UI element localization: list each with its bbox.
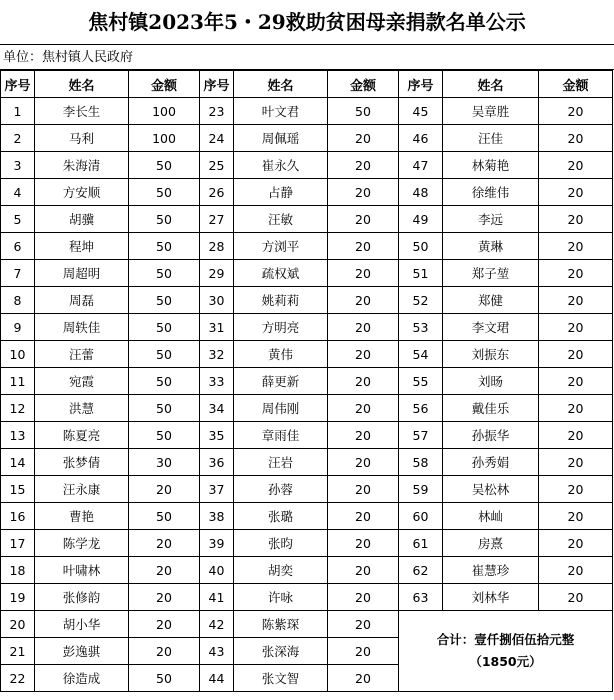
seq-cell: 37: [200, 476, 234, 503]
name-cell: 李文珺: [443, 314, 539, 341]
table-row: [1, 530, 613, 557]
name-cell: 张修韵: [35, 584, 129, 611]
name-cell: 郑子堃: [443, 260, 539, 287]
amount-cell: 20: [129, 611, 200, 638]
seq-cell: 19: [1, 584, 35, 611]
amount-cell: 20: [539, 125, 613, 152]
header-name: 姓名: [443, 71, 539, 98]
seq-cell: 63: [399, 584, 443, 611]
total-amount-number: （1850元）: [469, 654, 542, 669]
seq-cell: 62: [399, 557, 443, 584]
table-row: [1, 611, 613, 638]
seq-cell: 15: [1, 476, 35, 503]
header-seq: 序号: [1, 71, 35, 98]
amount-cell: 20: [539, 206, 613, 233]
seq-cell: 53: [399, 314, 443, 341]
amount-cell: 20: [328, 287, 399, 314]
amount-cell: 20: [539, 530, 613, 557]
amount-cell: 20: [129, 530, 200, 557]
name-cell: 疏权斌: [234, 260, 328, 287]
seq-cell: 50: [399, 233, 443, 260]
amount-cell: 20: [328, 314, 399, 341]
table-row: [1, 584, 613, 611]
amount-cell: 20: [129, 557, 200, 584]
name-cell: 陈学龙: [35, 530, 129, 557]
name-cell: 李长生: [35, 98, 129, 125]
table-row: [1, 179, 613, 206]
name-cell: 汪佳: [443, 125, 539, 152]
name-cell: 章雨佳: [234, 422, 328, 449]
header-row: [1, 71, 613, 98]
table-row: [1, 476, 613, 503]
amount-cell: 100: [129, 125, 200, 152]
seq-cell: 4: [1, 179, 35, 206]
header-amount: 金额: [539, 71, 613, 98]
amount-cell: 50: [129, 395, 200, 422]
table-row: [1, 206, 613, 233]
seq-cell: 17: [1, 530, 35, 557]
table-row: [1, 98, 613, 125]
name-cell: 张昀: [234, 530, 328, 557]
amount-cell: 20: [328, 233, 399, 260]
amount-cell: 20: [539, 476, 613, 503]
seq-cell: 56: [399, 395, 443, 422]
amount-cell: 50: [129, 179, 200, 206]
seq-cell: 26: [200, 179, 234, 206]
seq-cell: 55: [399, 368, 443, 395]
name-cell: 汪蕾: [35, 341, 129, 368]
seq-cell: 58: [399, 449, 443, 476]
total-summary: [399, 611, 613, 692]
seq-cell: 30: [200, 287, 234, 314]
amount-cell: 50: [129, 314, 200, 341]
amount-cell: 20: [328, 152, 399, 179]
seq-cell: 1: [1, 98, 35, 125]
seq-cell: 61: [399, 530, 443, 557]
seq-cell: 13: [1, 422, 35, 449]
seq-cell: 23: [200, 98, 234, 125]
seq-cell: 46: [399, 125, 443, 152]
seq-cell: 39: [200, 530, 234, 557]
amount-cell: 20: [328, 530, 399, 557]
amount-cell: 20: [328, 422, 399, 449]
name-cell: 胡骥: [35, 206, 129, 233]
amount-cell: 20: [539, 314, 613, 341]
name-cell: 吴章胜: [443, 98, 539, 125]
seq-cell: 9: [1, 314, 35, 341]
amount-cell: 20: [129, 476, 200, 503]
seq-cell: 10: [1, 341, 35, 368]
seq-cell: 28: [200, 233, 234, 260]
amount-cell: 50: [129, 341, 200, 368]
seq-cell: 40: [200, 557, 234, 584]
amount-cell: 20: [539, 449, 613, 476]
amount-cell: 20: [539, 152, 613, 179]
amount-cell: 20: [328, 638, 399, 665]
seq-cell: 8: [1, 287, 35, 314]
name-cell: 周轶佳: [35, 314, 129, 341]
amount-cell: 50: [129, 260, 200, 287]
seq-cell: 41: [200, 584, 234, 611]
name-cell: 叶啸林: [35, 557, 129, 584]
seq-cell: 12: [1, 395, 35, 422]
seq-cell: 22: [1, 665, 35, 692]
amount-cell: 50: [129, 368, 200, 395]
amount-cell: 50: [129, 503, 200, 530]
name-cell: 林菊艳: [443, 152, 539, 179]
name-cell: 周超明: [35, 260, 129, 287]
name-cell: 周伟刚: [234, 395, 328, 422]
seq-cell: 18: [1, 557, 35, 584]
amount-cell: 20: [539, 503, 613, 530]
seq-cell: 14: [1, 449, 35, 476]
amount-cell: 20: [328, 503, 399, 530]
name-cell: 程坤: [35, 233, 129, 260]
name-cell: 刘林华: [443, 584, 539, 611]
seq-cell: 51: [399, 260, 443, 287]
seq-cell: 20: [1, 611, 35, 638]
seq-cell: 52: [399, 287, 443, 314]
header-amount: 金额: [328, 71, 399, 98]
name-cell: 胡小华: [35, 611, 129, 638]
amount-cell: 50: [129, 152, 200, 179]
amount-cell: 20: [328, 611, 399, 638]
table-row: [1, 287, 613, 314]
total-amount-words: 合计：壹仟捌佰伍拾元整: [436, 632, 575, 647]
name-cell: 姚莉莉: [234, 287, 328, 314]
amount-cell: 20: [328, 395, 399, 422]
name-cell: 方浏平: [234, 233, 328, 260]
header-amount: 金额: [129, 71, 200, 98]
table-row: [1, 449, 613, 476]
amount-cell: 20: [129, 584, 200, 611]
name-cell: 汪永康: [35, 476, 129, 503]
header-seq: 序号: [200, 71, 234, 98]
name-cell: 薛更新: [234, 368, 328, 395]
seq-cell: 2: [1, 125, 35, 152]
seq-cell: 42: [200, 611, 234, 638]
name-cell: 方安顺: [35, 179, 129, 206]
table-row: [1, 233, 613, 260]
name-cell: 洪慧: [35, 395, 129, 422]
amount-cell: 20: [328, 206, 399, 233]
seq-cell: 48: [399, 179, 443, 206]
seq-cell: 57: [399, 422, 443, 449]
amount-cell: 20: [328, 449, 399, 476]
amount-cell: 20: [539, 233, 613, 260]
amount-cell: 20: [539, 341, 613, 368]
table-row: [1, 422, 613, 449]
name-cell: 周佩瑶: [234, 125, 328, 152]
seq-cell: 47: [399, 152, 443, 179]
seq-cell: 54: [399, 341, 443, 368]
header-name: 姓名: [234, 71, 328, 98]
table-row: [1, 503, 613, 530]
seq-cell: 5: [1, 206, 35, 233]
seq-cell: 32: [200, 341, 234, 368]
amount-cell: 50: [328, 98, 399, 125]
name-cell: 马利: [35, 125, 129, 152]
amount-cell: 20: [539, 557, 613, 584]
seq-cell: 21: [1, 638, 35, 665]
name-cell: 崔慧珍: [443, 557, 539, 584]
name-cell: 许咏: [234, 584, 328, 611]
name-cell: 胡奕: [234, 557, 328, 584]
name-cell: 张梦倩: [35, 449, 129, 476]
table-row: [1, 341, 613, 368]
seq-cell: 35: [200, 422, 234, 449]
seq-cell: 43: [200, 638, 234, 665]
table-row: [1, 152, 613, 179]
seq-cell: 44: [200, 665, 234, 692]
seq-cell: 7: [1, 260, 35, 287]
seq-cell: 33: [200, 368, 234, 395]
amount-cell: 50: [129, 665, 200, 692]
seq-cell: 60: [399, 503, 443, 530]
amount-cell: 20: [539, 98, 613, 125]
page-title: 焦村镇2023年5・29救助贫困母亲捐款名单公示: [88, 10, 526, 34]
name-cell: 孙秀娟: [443, 449, 539, 476]
seq-cell: 31: [200, 314, 234, 341]
name-cell: 陈紫琛: [234, 611, 328, 638]
name-cell: 刘旸: [443, 368, 539, 395]
amount-cell: 20: [328, 584, 399, 611]
name-cell: 彭逸骐: [35, 638, 129, 665]
name-cell: 张璐: [234, 503, 328, 530]
amount-cell: 20: [328, 557, 399, 584]
header-seq: 序号: [399, 71, 443, 98]
name-cell: 刘振东: [443, 341, 539, 368]
amount-cell: 20: [539, 395, 613, 422]
amount-cell: 20: [539, 260, 613, 287]
seq-cell: 45: [399, 98, 443, 125]
table-row: [1, 395, 613, 422]
name-cell: 吴松林: [443, 476, 539, 503]
amount-cell: 50: [129, 287, 200, 314]
unit-label: 单位：焦村镇人民政府: [0, 44, 614, 70]
amount-cell: 20: [328, 341, 399, 368]
name-cell: 陈夏亮: [35, 422, 129, 449]
seq-cell: 59: [399, 476, 443, 503]
name-cell: 房熹: [443, 530, 539, 557]
amount-cell: 100: [129, 98, 200, 125]
name-cell: 孙振华: [443, 422, 539, 449]
amount-cell: 20: [539, 368, 613, 395]
table-row: [1, 260, 613, 287]
amount-cell: 20: [328, 665, 399, 692]
seq-cell: 6: [1, 233, 35, 260]
amount-cell: 50: [129, 422, 200, 449]
table-row: [1, 125, 613, 152]
table-row: [1, 557, 613, 584]
seq-cell: 49: [399, 206, 443, 233]
amount-cell: 20: [539, 584, 613, 611]
name-cell: 李远: [443, 206, 539, 233]
name-cell: 黄琳: [443, 233, 539, 260]
name-cell: 徐造成: [35, 665, 129, 692]
name-cell: 张文智: [234, 665, 328, 692]
header-name: 姓名: [35, 71, 129, 98]
amount-cell: 20: [129, 638, 200, 665]
amount-cell: 20: [539, 287, 613, 314]
name-cell: 宛霞: [35, 368, 129, 395]
amount-cell: 20: [328, 260, 399, 287]
name-cell: 叶文君: [234, 98, 328, 125]
seq-cell: 24: [200, 125, 234, 152]
table-row: [1, 314, 613, 341]
seq-cell: 25: [200, 152, 234, 179]
name-cell: 黄伟: [234, 341, 328, 368]
name-cell: 方明亮: [234, 314, 328, 341]
amount-cell: 20: [328, 476, 399, 503]
donation-table: [0, 70, 613, 692]
seq-cell: 34: [200, 395, 234, 422]
name-cell: 郑健: [443, 287, 539, 314]
table-row: [1, 368, 613, 395]
name-cell: 林屾: [443, 503, 539, 530]
amount-cell: 20: [328, 368, 399, 395]
name-cell: 戴佳乐: [443, 395, 539, 422]
seq-cell: 36: [200, 449, 234, 476]
name-cell: 徐维伟: [443, 179, 539, 206]
name-cell: 汪岩: [234, 449, 328, 476]
name-cell: 张深海: [234, 638, 328, 665]
name-cell: 孙蓉: [234, 476, 328, 503]
amount-cell: 50: [129, 206, 200, 233]
seq-cell: 16: [1, 503, 35, 530]
amount-cell: 20: [539, 179, 613, 206]
seq-cell: 3: [1, 152, 35, 179]
name-cell: 曹艳: [35, 503, 129, 530]
name-cell: 崔永久: [234, 152, 328, 179]
amount-cell: 20: [328, 179, 399, 206]
seq-cell: 11: [1, 368, 35, 395]
seq-cell: 29: [200, 260, 234, 287]
amount-cell: 20: [328, 125, 399, 152]
name-cell: 占静: [234, 179, 328, 206]
seq-cell: 27: [200, 206, 234, 233]
amount-cell: 50: [129, 233, 200, 260]
name-cell: 汪敏: [234, 206, 328, 233]
seq-cell: 38: [200, 503, 234, 530]
amount-cell: 20: [539, 422, 613, 449]
name-cell: 朱海清: [35, 152, 129, 179]
name-cell: 周磊: [35, 287, 129, 314]
amount-cell: 30: [129, 449, 200, 476]
